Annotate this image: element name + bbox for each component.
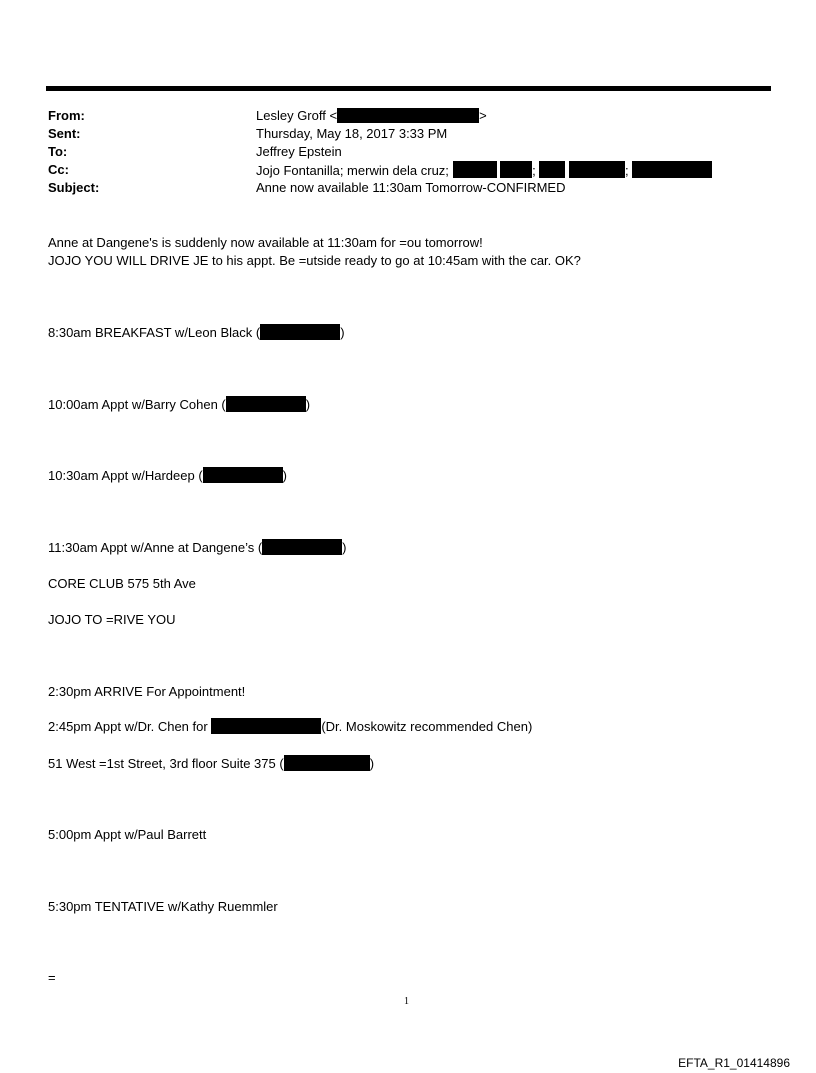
- intro-line-1: Anne at Dangene's is suddenly now available at 11:30am for =ou tomorrow!: [48, 235, 483, 250]
- from-label: From:: [48, 108, 85, 123]
- cc-value: [256, 161, 712, 180]
- redaction-box: [337, 108, 479, 123]
- redaction-box: [569, 161, 625, 178]
- schedule-item-text: 11:30am Appt w/Anne at Dangene’s (: [48, 540, 263, 555]
- cc-label: Cc:: [48, 162, 69, 177]
- close-paren: ): [369, 756, 375, 771]
- schedule-item: 5:30pm TENTATIVE w/Kathy Ruemmler: [48, 899, 278, 914]
- redaction-box: [500, 161, 532, 178]
- close-paren: ): [342, 540, 347, 555]
- subject-value: Anne now available 11:30am Tomorrow-CONFIRMED: [256, 180, 566, 195]
- cc-separator: ;: [532, 163, 536, 178]
- redaction-box: [453, 161, 497, 178]
- from-close: >: [479, 108, 487, 123]
- schedule-item-text: 8:30am BREAKFAST w/Leon Black (: [48, 325, 261, 340]
- intro-line-2: JOJO YOU WILL DRIVE JE to his appt. Be =utside ready to go at 10:45am with the car. OK?: [48, 253, 581, 268]
- redaction-box: [539, 161, 565, 178]
- cc-separator: ;: [625, 163, 629, 178]
- header-rule: [46, 86, 771, 91]
- schedule-item: [48, 467, 287, 485]
- schedule-item: [48, 396, 310, 414]
- cc-names: Jojo Fontanilla; merwin dela cruz;: [256, 163, 449, 178]
- schedule-item-text: 10:00am Appt w/Barry Cohen (: [48, 397, 226, 412]
- redaction-box: [284, 755, 370, 771]
- schedule-item-text: 10:30am Appt w/Hardeep (: [48, 468, 203, 483]
- to-label: To:: [48, 144, 68, 159]
- redaction-box: [262, 539, 342, 555]
- close-paren: ): [305, 397, 311, 412]
- redaction-box: [260, 324, 340, 340]
- schedule-item: [48, 539, 347, 557]
- subject-label: Subject:: [48, 180, 100, 195]
- document-id: EFTA_R1_01414896: [678, 1056, 790, 1070]
- page-number: 1: [404, 996, 409, 1007]
- schedule-address: [48, 755, 374, 773]
- schedule-note: JOJO TO =RIVE YOU: [48, 612, 176, 627]
- schedule-item: 2:30pm ARRIVE For Appointment!: [48, 684, 246, 699]
- from-name: Lesley Groff <: [256, 108, 338, 123]
- redaction-box: [632, 161, 712, 178]
- close-paren: ): [340, 325, 345, 340]
- schedule-item: 5:00pm Appt w/Paul Barrett: [48, 827, 207, 842]
- schedule-item-text: 2:45pm Appt w/Dr. Chen for: [48, 719, 208, 734]
- sent-value: Thursday, May 18, 2017 3:33 PM: [256, 126, 448, 141]
- redaction-box: [203, 467, 283, 483]
- schedule-item-note: (Dr. Moskowitz recommended Chen): [321, 719, 533, 734]
- close-paren: ): [282, 468, 287, 483]
- sent-label: Sent:: [48, 126, 81, 141]
- trailing-char: =: [48, 970, 56, 985]
- from-value: [256, 107, 487, 125]
- redaction-box: [211, 718, 321, 734]
- schedule-item: [48, 718, 532, 736]
- schedule-location: CORE CLUB 575 5th Ave: [48, 576, 196, 591]
- schedule-item: [48, 324, 345, 342]
- to-value: Jeffrey Epstein: [256, 144, 342, 159]
- redaction-box: [226, 396, 306, 412]
- schedule-address-text: 51 West =1st Street, 3rd floor Suite 375 (: [48, 756, 284, 771]
